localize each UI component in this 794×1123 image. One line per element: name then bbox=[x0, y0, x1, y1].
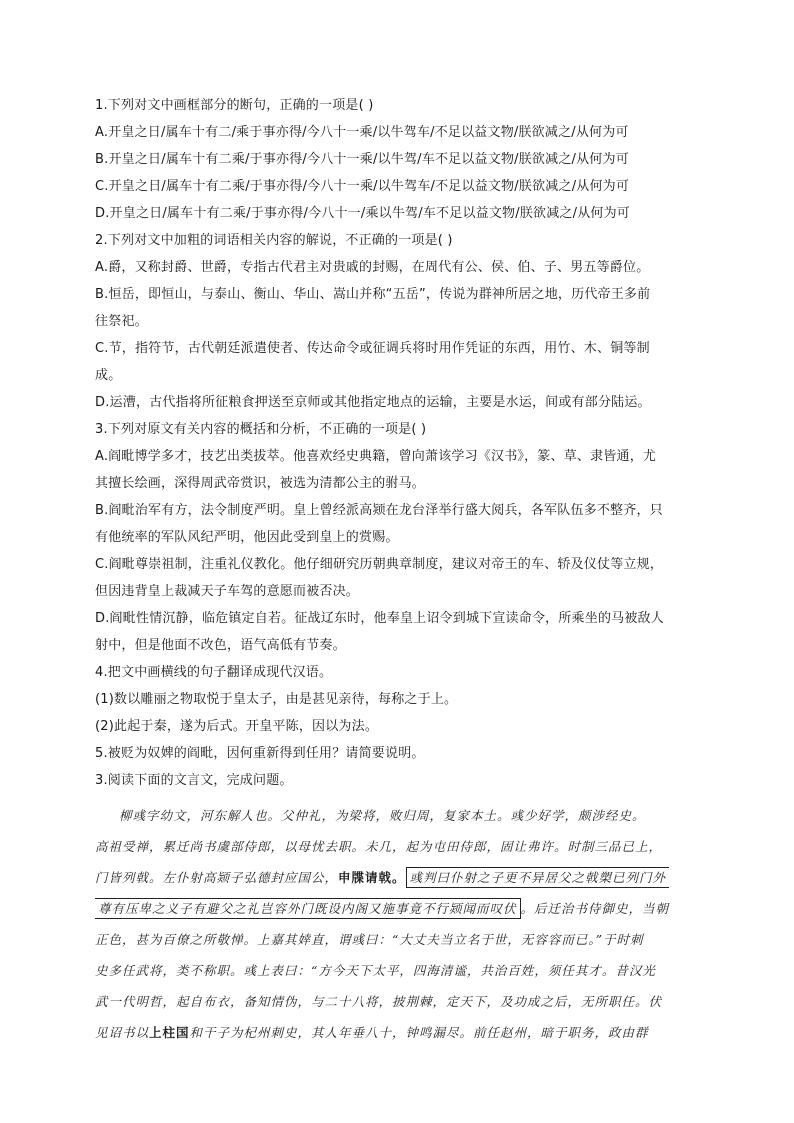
question-3-option-b-cont: 有他统率的军队风纪严明，他因此受到皇上的赏赐。 bbox=[95, 530, 399, 545]
question-4-item-1: (1)数以雕丽之物取悦于皇太子，由是甚见亲待，每称之于上。 bbox=[95, 692, 458, 707]
passage-line bbox=[95, 1017, 700, 1048]
question-1-option-c: C.开皇之日/属车十有二乘/于事亦得/今八十一乘/以牛驾车/不足以益文物/朕欲减之/从何为可 bbox=[95, 179, 630, 194]
question-2-option-b-cont: 往祭祀。 bbox=[95, 314, 148, 329]
passage-text: 和干子为杞州刺史，其人年垂八十，钟鸣漏尽。前任赵州，暗于职务，政由群 bbox=[189, 1025, 649, 1040]
passage-line: 正色，甚为百僚之所敬惮。上嘉其婞直，谓彧曰：“大丈夫当立名于世，无容容而已。”于时刺 bbox=[95, 932, 644, 947]
passage-text: 。后迁治书侍御史，当朝 bbox=[520, 901, 670, 916]
passage-line bbox=[95, 893, 700, 924]
question-3-option-d-cont: 射中，但是他面不改色，语气高低有节奏。 bbox=[95, 638, 346, 653]
question-3-option-a: A.阎毗博学多才，技艺出类拔萃。他喜欢经史典籍，曾向萧该学习《汉书》，篆、草、隶皆通，尤 bbox=[95, 449, 657, 464]
question-3-option-c-cont: 但因违背皇上裁减天子车驾的意愿而被否决。 bbox=[95, 584, 360, 599]
question-4-item-2: (2)此起于秦，遂为后式。开皇平陈，因以为法。 bbox=[95, 719, 379, 734]
question-3-option-c: C.阎毗尊崇祖制，注重礼仪教化。他仔细研究历朝典章制度，建议对帝王的车、轿及仪仗等立规， bbox=[95, 557, 664, 572]
classical-chinese-passage bbox=[95, 800, 700, 1048]
question-3-option-b: B.阎毗治军有方，法令制度严明。皇上曾经派高颎在龙台泽举行盛大阅兵，各军队伍多不整齐，只 bbox=[95, 503, 663, 518]
question-4-stem: 4.把文中画横线的句子翻译成现代汉语。 bbox=[95, 665, 333, 680]
passage-line: 柳彧字幼文，河东解人也。父仲礼，为梁将，败归周，复家本土。彧少好学，颇涉经史。 bbox=[119, 808, 646, 823]
bold-term: 申牒请戟。 bbox=[338, 870, 406, 885]
question-2-option-c-cont: 成。 bbox=[95, 368, 122, 383]
questions-section bbox=[95, 92, 700, 794]
question-1-stem: 1.下列对文中画框部分的断句，正确的一项是( ) bbox=[95, 98, 374, 113]
passage-line: 史多任武将，类不称职。彧上表曰：“方今天下太平，四海清谧，共治百姓，须任其才。昔汉光 bbox=[95, 963, 656, 978]
reading-section-heading: 3.阅读下面的文言文，完成问题。 bbox=[95, 773, 293, 788]
passage-line: 高祖受禅，累迁尚书虞部侍郎，以母忧去职。未几，起为屯田侍郎，固让弗许。时制三品已上， bbox=[95, 839, 663, 854]
passage-line bbox=[95, 862, 700, 893]
question-1-option-a: A.开皇之日/属车十有二/乘于事亦得/今八十一乘/以牛驾车/不足以益文物/朕欲减之/从何为可 bbox=[95, 125, 629, 140]
question-2-option-b: B.恒岳，即恒山，与泰山、衡山、华山、嵩山并称“五岳”，传说为群神所居之地，历代帝王多前 bbox=[95, 287, 651, 302]
question-5-stem: 5.被贬为奴婢的阎毗，因何重新得到任用？请简要说明。 bbox=[95, 746, 425, 761]
bold-term: 上柱国 bbox=[149, 1025, 190, 1040]
question-3-stem: 3.下列对原文有关内容的概括和分析，不正确的一项是( ) bbox=[95, 422, 427, 437]
boxed-sentence-part-1: 彧判曰仆射之子更不异居父之戟槊已列门外 bbox=[406, 867, 670, 888]
question-2-option-c: C.节，指符节，古代朝廷派遣使者、传达命令或征调兵将时用作凭证的东西，用竹、木、铜等制 bbox=[95, 341, 650, 356]
question-3-option-a-cont: 其擅长绘画，深得周武帝赏识，被选为清都公主的驸马。 bbox=[95, 476, 426, 491]
passage-line: 武一代明哲，起自布衣，备知情伪，与二十八将，披荆棘，定天下，及功成之后，无所职任。伏 bbox=[95, 994, 663, 1009]
question-2-option-d: D.运漕，古代指将所征粮食押送至京师或其他指定地点的运输，主要是水运，间或有部分陆运。 bbox=[95, 395, 651, 410]
question-2-stem: 2.下列对文中加粗的词语相关内容的解说，不正确的一项是( ) bbox=[95, 233, 453, 248]
question-2-option-a: A.爵，又称封爵、世爵，专指古代君主对贵戚的封赐，在周代有公、侯、伯、子、男五等爵位。 bbox=[95, 260, 650, 275]
question-3-option-d: D.阎毗性情沉静，临危镇定自若。征战辽东时，他奉皇上诏令到城下宣读命令，所乘坐的马被敌人 bbox=[95, 611, 664, 626]
question-1-option-d: D.开皇之日/属车十有二乘/于事亦得/今八十一/乘以牛驾/车不足以益文物/朕欲减之/从何为可 bbox=[95, 206, 631, 221]
passage-text: 门皆列戟。左仆射高颎子弘德封应国公， bbox=[95, 870, 339, 885]
boxed-sentence-part-2: 尊有压卑之义子有避父之礼岂容外门既设内阁又施事竟不行颎闻而叹伏 bbox=[95, 898, 521, 919]
passage-text: 见诏书以 bbox=[95, 1025, 150, 1040]
question-1-option-b: B.开皇之日/属车十有二乘/于事亦得/今八十一乘/以牛驾/车不足以益文物/朕欲减之/从何为可 bbox=[95, 152, 629, 167]
